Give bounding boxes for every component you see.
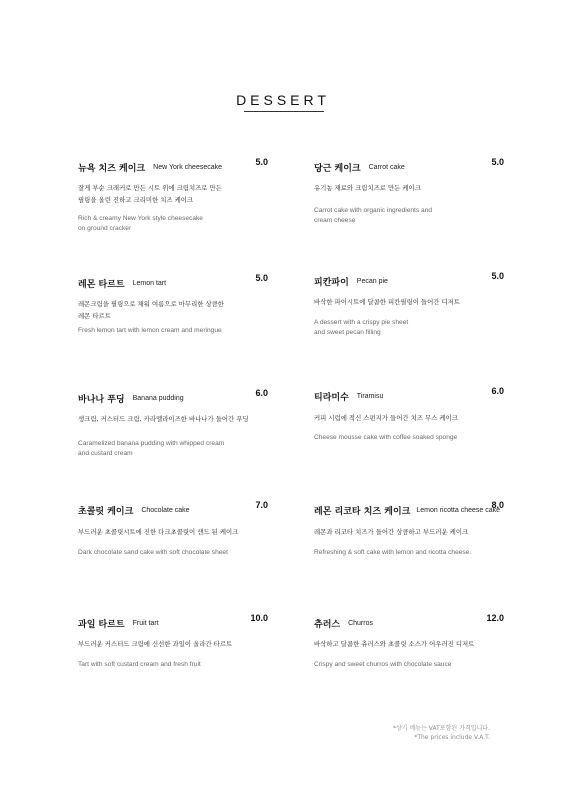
item-desc-kr: 레몬과 리코타 치즈가 들어간 상큼하고 부드러운 케이크 [314,528,469,536]
item-price: 6.0 [255,388,268,398]
menu-item [314,386,504,443]
item-name-kr: 티라미수 [314,393,349,403]
item-desc-en: Crispy and sweet churros with chocolate sauce [314,661,452,668]
item-desc-en: Refreshing & soft cake with lemon and ricotta cheese. [314,549,472,556]
item-desc-en: Carrot cake with organic ingredients and cream cheese [314,207,433,224]
item-name-en: New York cheesecake [153,164,223,171]
item-desc-kr: 유기농 재료와 크림치즈로 만든 케이크 [314,184,421,192]
item-name-en: Carrot cake [368,164,405,171]
item-desc-en: Rich & creamy New York style cheesecake on ground cracker [78,215,203,232]
item-name-en: Tiramisu [356,393,384,400]
menu-item [314,271,504,338]
item-price: 8.0 [491,500,504,510]
vat-note-kr: *상기 메뉴는 VAT포함된 가격입니다. [392,725,490,732]
item-name-en: Banana pudding [132,395,184,402]
item-name-kr: 레몬 리코타 치즈 케이크 [314,507,411,517]
menu-item [314,613,504,670]
item-desc-en: Fresh lemon tart with lemon cream and meringue [78,327,222,334]
item-price: 10.0 [250,613,268,623]
item-name-kr: 당근 케이크 [314,164,361,174]
page-title: DESSERT [236,92,330,108]
item-desc-en: Dark chocolate sand cake with soft chocolate sheet [78,549,228,556]
item-name-kr: 뉴욕 치즈 케이크 [78,164,146,174]
item-price: 5.0 [491,157,504,167]
menu-item [78,388,268,459]
item-price: 12.0 [486,613,504,623]
item-name-en: Chocolate cake [141,507,190,514]
item-name-kr: 바나나 푸딩 [78,395,125,405]
title-underline [244,111,324,112]
item-desc-kr: 생크림, 커스터드 크림, 카라멜라이즈한 바나나가 들어간 푸딩 [78,415,249,423]
item-desc-en: Caramelized banana pudding with whipped cream and custard cream [78,440,225,457]
item-name-en: Lemon tart [132,280,167,287]
item-desc-kr: 커피 시럽에 적신 스펀지가 들어간 치즈 무스 케이크 [314,414,458,422]
item-desc-kr: 부드러운 초콜릿시트에 진한 다크초콜릿이 샌드 된 케이크 [78,528,239,536]
item-desc-kr: 바삭한 파이시트에 달콤한 피칸필링이 들어간 디저트 [314,298,460,306]
menu-item [78,613,268,670]
item-price: 5.0 [255,157,268,167]
item-price: 5.0 [255,273,268,283]
item-desc-kr: 부드러운 커스터드 크림에 신선한 과일이 올라간 타르트 [78,640,233,648]
vat-note-en: *The prices include V.A.T. [414,734,490,741]
item-name-kr: 초콜릿 케이크 [78,507,134,517]
item-name-en: Fruit tart [132,620,159,627]
item-name-en: Lemon ricotta cheese cake [416,507,501,514]
item-price: 5.0 [491,271,504,281]
item-desc-en: A dessert with a crispy pie sheet and sweet pecan filling [314,319,409,336]
item-price: 6.0 [491,386,504,396]
item-name-kr: 츄러스 [314,620,341,630]
item-name-en: Pecan pie [356,278,388,285]
item-name-kr: 레몬 타르트 [78,280,125,290]
item-desc-en: Cheese mousse cake with coffee soaked sponge [314,434,458,441]
item-desc-kr: 레몬크림을 필링으로 채워 여름으로 마무리한 상큼한 레몬 타르트 [78,300,224,320]
item-desc-kr: 바삭하고 달콤한 츄러스와 초콜릿 소스가 어우러진 디저트 [314,640,475,648]
menu-item [314,157,504,226]
menu-item [78,157,268,234]
item-price: 7.0 [255,500,268,510]
item-name-kr: 피칸파이 [314,278,349,288]
item-name-en: Churros [348,620,373,627]
menu-item [78,273,268,336]
menu-item [314,500,504,558]
item-desc-en: Tart with soft custard cream and fresh fruit [78,661,201,668]
vat-note [393,724,490,742]
menu-item [78,500,268,558]
item-desc-kr: 잘게 부순 크래커로 만든 시트 위에 크림치즈로 만든 필링을 올린 진하고 크리미한 치즈 케이크 [78,184,222,204]
item-name-kr: 과일 타르트 [78,620,125,630]
